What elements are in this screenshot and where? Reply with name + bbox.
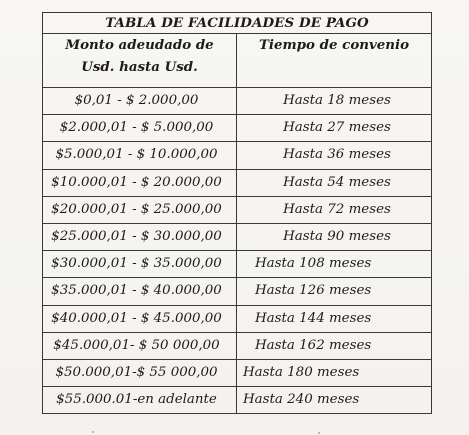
term-cell: Hasta 54 meses [237, 169, 432, 196]
table-row [43, 278, 432, 305]
term-cell: Hasta 144 meses [237, 305, 432, 332]
amount-cell: $5.000,01 - $ 10.000,00 [43, 142, 237, 169]
table-row [43, 359, 432, 386]
amount-cell: $25.000,01 - $ 30.000,00 [43, 223, 237, 250]
amount-cell: $35.000,01 - $ 40.000,00 [43, 278, 237, 305]
header-amount-line1: Monto adeudado de [65, 37, 214, 53]
amount-cell: $2.000,01 - $ 5.000,00 [43, 115, 237, 142]
table-row [43, 196, 432, 223]
term-cell: Hasta 126 meses [237, 278, 432, 305]
term-cell: Hasta 162 meses [237, 332, 432, 359]
term-cell: Hasta 108 meses [237, 251, 432, 278]
header-amount [43, 34, 237, 88]
term-cell: Hasta 90 meses [237, 223, 432, 250]
amount-cell: $40.000,01 - $ 45.000,00 [43, 305, 237, 332]
table-row [43, 88, 432, 115]
amount-cell: $45.000,01- $ 50 000,00 [43, 332, 237, 359]
table-header-row [43, 34, 432, 88]
table-row [43, 387, 432, 414]
amount-cell: $50.000,01-$ 55 000,00 [43, 359, 237, 386]
term-cell: Hasta 72 meses [237, 196, 432, 223]
term-cell: Hasta 18 meses [237, 88, 432, 115]
scan-speck [318, 432, 320, 434]
table-row [43, 305, 432, 332]
scan-speck [92, 431, 94, 433]
term-cell: Hasta 36 meses [237, 142, 432, 169]
term-cell: Hasta 180 meses [237, 359, 432, 386]
term-cell: Hasta 240 meses [237, 387, 432, 414]
table-row [43, 332, 432, 359]
amount-cell: $55.000.01-en adelante [43, 387, 237, 414]
amount-cell: $30.000,01 - $ 35.000,00 [43, 251, 237, 278]
table-row [43, 142, 432, 169]
amount-cell: $0,01 - $ 2.000,00 [43, 88, 237, 115]
table-row [43, 115, 432, 142]
table-row [43, 251, 432, 278]
amount-cell: $20.000,01 - $ 25.000,00 [43, 196, 237, 223]
payment-facilities-table [42, 12, 432, 414]
table-title-row [43, 13, 432, 34]
table-row [43, 223, 432, 250]
amount-cell: $10.000,01 - $ 20.000,00 [43, 169, 237, 196]
table-row [43, 169, 432, 196]
header-amount-line2: Usd. hasta Usd. [81, 59, 198, 75]
term-cell: Hasta 27 meses [237, 115, 432, 142]
header-term: Tiempo de convenio [237, 34, 432, 88]
table-title: TABLA DE FACILIDADES DE PAGO [43, 13, 432, 34]
